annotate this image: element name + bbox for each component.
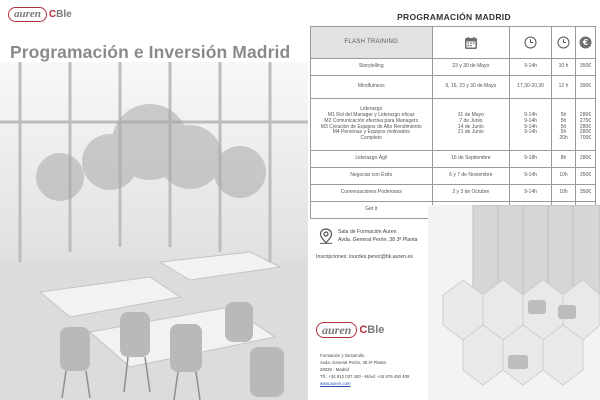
course-dates: 9, 16, 23 y 30 de Mayo (432, 76, 510, 99)
logo-text: auren (316, 322, 357, 338)
calendar-icon (464, 36, 478, 50)
header-time (510, 27, 552, 59)
block-total-label: Completo (360, 135, 382, 141)
table-header-row (311, 27, 596, 59)
module-dates: 21 de Junio (457, 129, 484, 136)
course-price (575, 99, 595, 151)
course-hours: 10h (552, 168, 576, 185)
module-hours: 5h (560, 129, 567, 136)
course-time: 17,30-20,30 (510, 76, 552, 99)
table-row (311, 168, 596, 185)
contact-address: Avda. General Perón, 38 3ª Planta (320, 360, 386, 365)
course-dates: 6 y 7 de Noviembre (432, 168, 510, 185)
course-name-block (311, 99, 433, 151)
table-row-liderazgo (311, 99, 596, 151)
inscriptions-contact: Inscripciones: lourdes.perez@bk.auren.es (316, 254, 413, 260)
course-time: 9-14h (510, 168, 552, 185)
header-dates (432, 27, 510, 59)
auren-logo (316, 322, 384, 338)
module-hours: 5h (560, 112, 567, 118)
course-dates: 2 y 3 de Octubre (432, 185, 510, 202)
block-heading: Liderazgo (360, 106, 383, 113)
module-price: 280€ (579, 112, 592, 118)
module-price: 280€ (579, 129, 592, 136)
course-name: Conversaciones Poderosas (311, 185, 433, 202)
module-price: 280€ (579, 123, 592, 130)
table-row (311, 151, 596, 168)
module-dates: 31 de Mayo (457, 112, 484, 118)
course-price: 350€ (575, 185, 595, 202)
course-price: 350€ (575, 168, 595, 185)
venue-line-1: Sala de Formación Auren (338, 229, 397, 235)
course-name: Get it (311, 202, 433, 219)
contact-lines (320, 352, 409, 387)
header-flash-training: FLASH TRAINING (311, 27, 433, 59)
module-hours: 5h (560, 123, 567, 130)
logo-suffix: CBle (359, 323, 385, 336)
module-name: M2 Comunicación efectiva para Managers (324, 117, 419, 124)
course-time: 9-14h (510, 59, 552, 76)
euro-icon (579, 36, 592, 49)
course-hours: 10h (552, 185, 576, 202)
auren-logo (8, 7, 72, 22)
contact-city: 28020 - Madrid (320, 367, 349, 372)
course-price: 280€ (575, 151, 595, 168)
course-hours: 8h (552, 151, 576, 168)
course-price: 350€ (575, 59, 595, 76)
module-name: M1 Rol del Manager y Liderazgo eficaz (327, 112, 415, 118)
svg-text:€: € (582, 38, 589, 48)
course-time: 9-14h (510, 185, 552, 202)
course-hours (552, 99, 576, 151)
module-time: 9-14h (524, 123, 538, 130)
course-dates: 23 y 30 de Mayo (432, 59, 510, 76)
table-row (311, 59, 596, 76)
contact-dept: Formación y Desarrollo (320, 353, 365, 358)
module-name: M4 Personas y Equipos motivados (332, 129, 410, 136)
right-page (308, 0, 600, 400)
module-dates: 7 de Junio (459, 117, 483, 124)
clock-icon (557, 36, 570, 49)
website-link[interactable]: www.auren.com (320, 381, 351, 386)
page-title: Programación e Inversión Madrid (10, 42, 291, 62)
course-dates: 16 de Septiembre (432, 151, 510, 168)
course-name: Storytelling (311, 59, 433, 76)
module-dates: 14 de Junio (457, 123, 484, 130)
module-time: 9-14h (524, 129, 538, 136)
course-name: Mindfulness (311, 76, 433, 99)
module-hours: 5h (560, 117, 567, 124)
module-name: M3 Creación de Equipos de Alto Rendimiento (320, 123, 422, 130)
table-row (311, 76, 596, 99)
course-time (510, 99, 552, 151)
course-hours: 12 h (552, 76, 576, 99)
block-total-hours: 20h (559, 135, 568, 141)
header-price (575, 27, 595, 59)
course-hours: 10 h (552, 59, 576, 76)
venue-line-2: Avda. General Perón, 38 3ª Planta (338, 237, 418, 243)
schedule-title: PROGRAMACIÓN MADRID (397, 12, 511, 22)
block-total-price: 700€ (579, 135, 592, 141)
venue-info (316, 226, 596, 271)
office-photo-illustration (0, 62, 308, 400)
course-name: Liderazgo Ágil (311, 151, 433, 168)
course-price: 390€ (575, 76, 595, 99)
course-name: Negociar con Éxito (311, 168, 433, 185)
office-photo (0, 62, 308, 400)
course-time: 9-18h (510, 151, 552, 168)
logo-text: auren (8, 7, 47, 22)
map-pin-icon (319, 228, 333, 244)
schedule-table (310, 26, 596, 219)
module-time: 9-14h (524, 112, 538, 118)
course-dates (432, 99, 510, 151)
contact-phone: Tlf.: +34 912 037 400 - Móvil: +34 676 450 408 (320, 374, 410, 379)
clock-icon (524, 36, 537, 49)
header-hours (552, 27, 576, 59)
logo-suffix: CBle (48, 8, 72, 20)
module-price: 275€ (579, 117, 592, 124)
contact-block (316, 322, 410, 386)
table-row (311, 185, 596, 202)
module-time: 9-14h (524, 117, 538, 124)
